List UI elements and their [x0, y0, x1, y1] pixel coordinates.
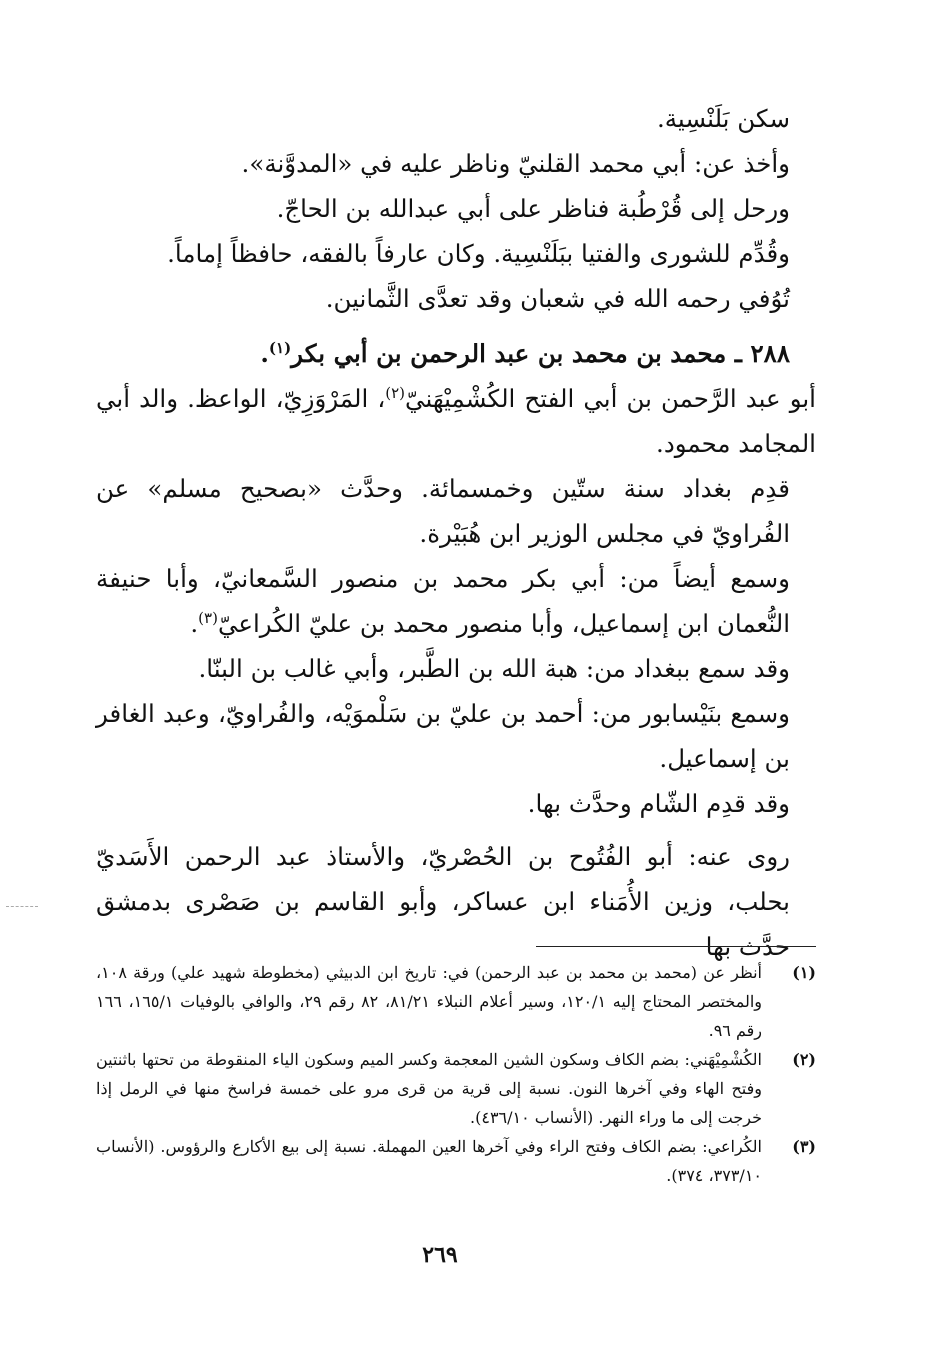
footnote-number: (١) — [792, 963, 816, 982]
footnote-number: (٣) — [792, 1137, 816, 1156]
footnote-item — [96, 1045, 816, 1132]
footnote-item — [96, 1132, 816, 1190]
body-paragraph: وقد سمع ببغداد من: هبة الله بن الطَّبر، وأبي غالب بن البنّا. — [198, 654, 790, 683]
footnotes-block — [96, 958, 816, 1190]
body-paragraph: وسمع بنَيْسابور من: أحمد بن عليّ بن سَلْموَيْه، والفُراويّ، وعبد الغافر بن إسماعيل. — [96, 699, 790, 773]
body-paragraph — [96, 556, 816, 646]
footnote-separator — [536, 946, 816, 947]
main-text-block — [96, 96, 816, 969]
footnote-item — [96, 958, 816, 1045]
footnote-ref: (٢) — [385, 383, 406, 402]
body-paragraph: قدِم بغداد سنة ستّين وخمسمائة. وحدَّث «بصحيح مسلم» عن الفُراويّ في مجلس الوزير ابن هُبَيْرة. — [96, 474, 790, 548]
body-line: سكن بَلَنْسِية. — [657, 104, 790, 133]
margin-mark — [6, 906, 38, 907]
paragraph-text: ، المَرْوَزِيّ، الواعظ. والد أبي المجامد محمود. — [96, 384, 816, 458]
footnote-ref: (٣) — [198, 608, 218, 627]
paragraph-text: وسمع أيضاً من: أبي بكر محمد بن منصور السَّمعانيّ، وأبا حنيفة النُّعمان ابن إسماعيل، وأبا منصور محمد بن عليّ الكُراعيّ — [96, 564, 790, 638]
entry-heading-text: ٢٨٨ ـ محمد بن محمد بن عبد الرحمن بن أبي بكر — [291, 339, 790, 368]
entry-heading-end: . — [260, 339, 269, 368]
page-number: ٢٦٩ — [422, 1242, 458, 1268]
paragraph-text: . — [190, 609, 199, 638]
body-line: وقُدِّم للشورى والفتيا ببَلَنْسِية. وكان عارفاً بالفقه، حافظاً إماماً. — [167, 239, 790, 268]
footnote-ref: (١) — [268, 338, 292, 357]
footnote-text: الكُشْمِيْهَني: بضم الكاف وسكون الشين المعجمة وكسر الميم وسكون الياء المنقوطة من تحتها باثنتين وفتح الهاء وفي آخرها النون. نسبة إلى قرية من قرى مرو على خمسة فراسخ منها في الرمل إذا خرجت إلى ما وراء النهر. (الأنساب ٤٣٦/١٠). — [96, 1050, 762, 1127]
body-paragraph — [96, 376, 816, 466]
body-line: وأخذ عن: أبي محمد القلنيّ وناظر عليه في «المدوَّنة». — [241, 149, 790, 178]
entry-heading — [96, 331, 816, 376]
paragraph-text: أبو عبد الرَّحمن بن أبي الفتح الكُشْمِيْهَنيّ — [405, 384, 816, 413]
body-paragraph: روى عنه: أبو الفُتُوح بن الحُصْريّ، والأستاذ عبد الرحمن الأَسَديّ بحلب، وزين الأُمَناء ابن عساكر، وأبو القاسم بن صَصْرى بدمشق حدَّث بها — [96, 842, 790, 961]
footnote-number: (٢) — [792, 1050, 816, 1069]
body-paragraph: وقد قدِم الشّام وحدَّث بها. — [527, 789, 790, 818]
footnote-text: أنظر عن (محمد بن محمد بن عبد الرحمن) في: تاريخ ابن الدبيثي (مخطوطة شهيد علي) ورقة ١٠٨، والمختصر المحتاج إليه ١٢٠/١، وسير أعلام النبلاء ٨١/٢١، ٨٢ رقم ٢٩، والوافي بالوفيات ١٦٥/١، ١٦٦ رقم ٩٦. — [96, 963, 763, 1040]
body-line: تُوُفي رحمه الله في شعبان وقد تعدَّى الثَّمانين. — [325, 284, 790, 313]
body-line: ورحل إلى قُرْطُبة فناظر على أبي عبدالله بن الحاجّ. — [276, 194, 790, 223]
footnote-text: الكُراعي: بضم الكاف وفتح الراء وفي آخرها العين المهملة. نسبة إلى بيع الأكارع والرؤوس. (الأنساب ٣٧٣/١٠، ٣٧٤). — [96, 1137, 762, 1185]
